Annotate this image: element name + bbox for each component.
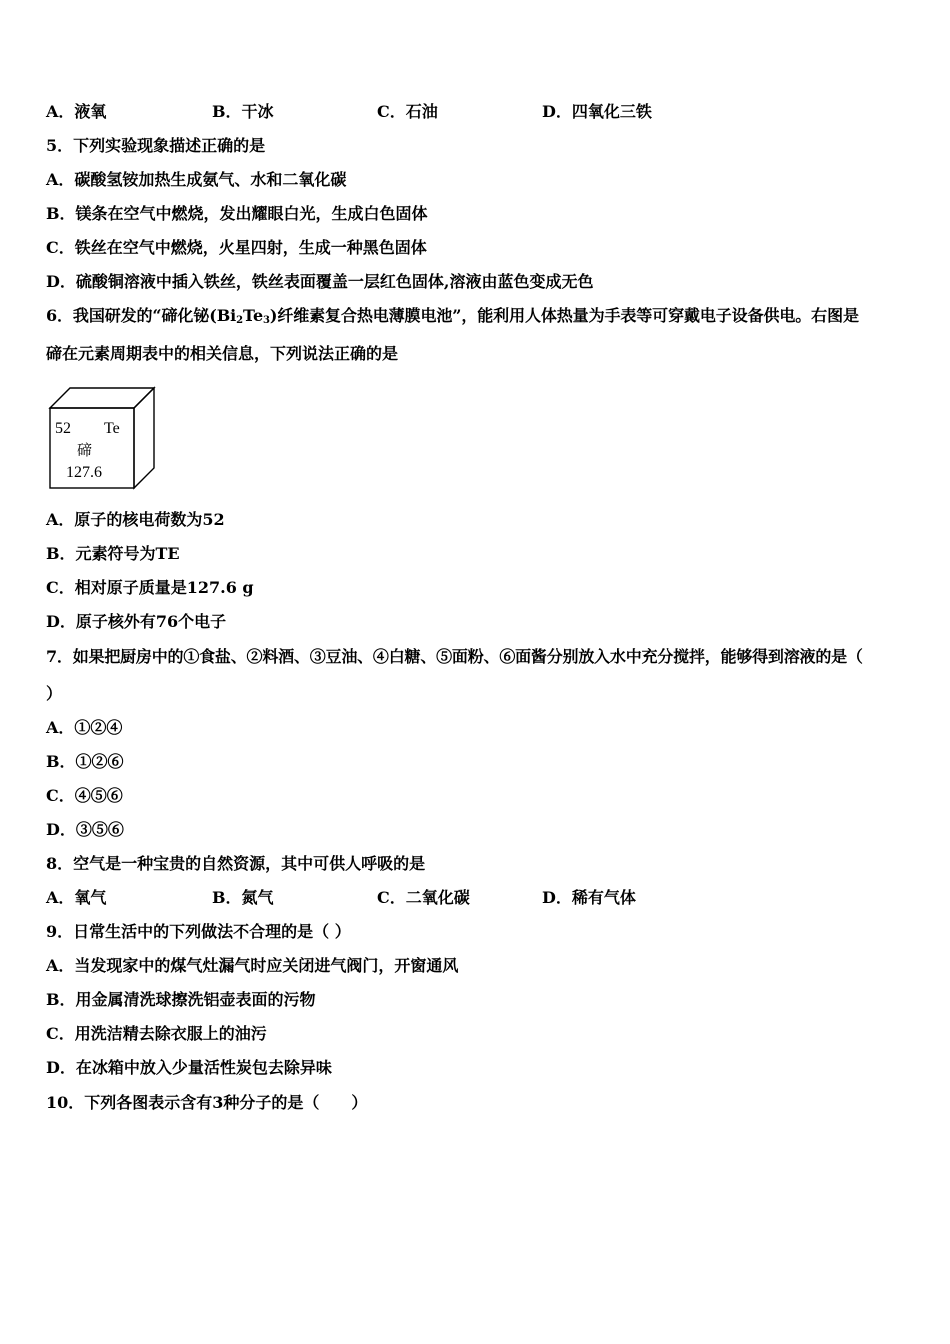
q8-stem: 8．空气是一种宝贵的自然资源，其中可供人呼吸的是: [46, 854, 426, 873]
q9-option-b: B．用金属清洗球擦洗铝壶表面的污物: [46, 990, 316, 1009]
q8-option-a: A．氧气: [46, 888, 107, 907]
q9-option-c: C．用洗洁精去除衣服上的油污: [46, 1024, 267, 1043]
q7-stem-line2: ）: [46, 684, 63, 703]
q4-option-d: D．四氧化三铁: [542, 102, 652, 121]
element-atomic-number: 52: [55, 420, 71, 437]
q6-subscript-1: 2: [236, 315, 243, 326]
q6-stem-part1: 6．我国研发的“碲化铋(Bi: [46, 306, 237, 325]
q5-stem: 5．下列实验现象描述正确的是: [46, 136, 266, 155]
q6-subscript-2: 3: [263, 315, 270, 326]
q4-option-c: C．石油: [377, 102, 438, 121]
q4-option-a: A．液氧: [46, 102, 107, 121]
q5-option-b: B．镁条在空气中燃烧，发出耀眼白光，生成白色固体: [46, 204, 428, 223]
q5-option-c: C．铁丝在空气中燃烧，火星四射，生成一种黑色固体: [46, 238, 427, 257]
q7-option-c: C．④⑤⑥: [46, 786, 123, 805]
q8-option-d: D．稀有气体: [542, 888, 636, 907]
q6-option-c: C．相对原子质量是127.6 g: [46, 578, 254, 597]
q6-stem-line2: 碲在元素周期表中的相关信息，下列说法正确的是: [46, 344, 399, 363]
element-name: 碲: [77, 441, 93, 459]
q9-option-a: A．当发现家中的煤气灶漏气时应关闭进气阀门，开窗通风: [46, 956, 459, 975]
q7-option-b: B．①②⑥: [46, 752, 124, 771]
q7-option-a: A．①②④: [46, 718, 123, 737]
q7-option-d: D．③⑤⑥: [46, 820, 124, 839]
q9-option-d: D．在冰箱中放入少量活性炭包去除异味: [46, 1058, 332, 1077]
q6-option-d: D．原子核外有76个电子: [46, 612, 227, 631]
element-symbol: Te: [104, 420, 120, 437]
element-cell-figure: [46, 384, 158, 490]
q10-stem: 10．下列各图表示含有3种分子的是（ ）: [46, 1093, 368, 1112]
q6-stem-part3: )纤维素复合热电薄膜电池”，能利用人体热量为手表等可穿戴电子设备供电。右图是: [269, 306, 859, 325]
q9-stem: 9．日常生活中的下列做法不合理的是（ ）: [46, 922, 351, 941]
q8-option-c: C．二氧化碳: [377, 888, 470, 907]
q6-stem-part2: Te: [242, 306, 264, 325]
q6-option-a: A．原子的核电荷数为52: [46, 510, 225, 529]
q7-stem-line1: 7．如果把厨房中的①食盐、②料酒、③豆油、④白糖、⑤面粉、⑥面酱分别放入水中充分搅拌，能够得到溶液的是（: [46, 647, 863, 666]
q5-option-a: A．碳酸氢铵加热生成氨气、水和二氧化碳: [46, 170, 347, 189]
q6-option-b: B．元素符号为TE: [46, 544, 180, 563]
element-mass: 127.6: [66, 464, 102, 481]
q6-stem-line1: [46, 305, 859, 332]
q8-option-b: B．氮气: [212, 888, 274, 907]
q4-option-b: B．干冰: [212, 102, 274, 121]
q5-option-d: D．硫酸铜溶液中插入铁丝，铁丝表面覆盖一层红色固体,溶液由蓝色变成无色: [46, 272, 594, 291]
